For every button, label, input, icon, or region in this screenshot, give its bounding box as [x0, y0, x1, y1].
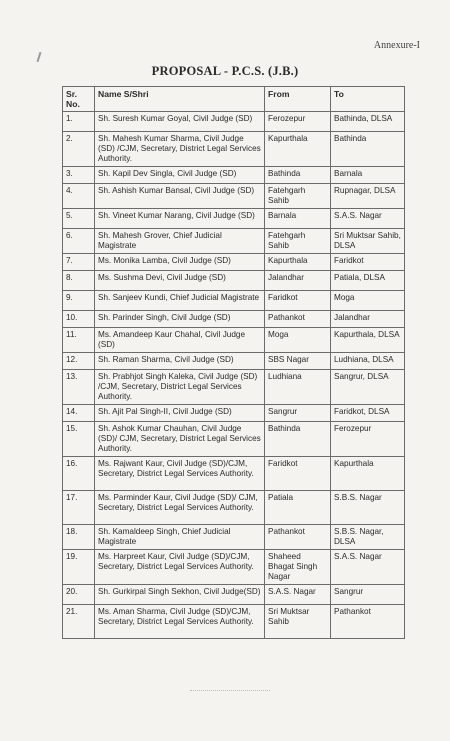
table-row: [63, 585, 405, 605]
cell-from: S.A.S. Nagar: [265, 585, 331, 605]
cell-to: Patiala, DLSA: [331, 271, 405, 291]
table-row: [63, 229, 405, 254]
header-name: Name S/Shri: [95, 87, 265, 112]
cell-name: Sh. Gurkirpal Singh Sekhon, Civil Judge(SD): [95, 585, 265, 605]
header-sr-no: Sr. No.: [63, 87, 95, 112]
cell-to: S.B.S. Nagar: [331, 491, 405, 525]
cell-to: Ludhiana, DLSA: [331, 353, 405, 370]
table-row: [63, 167, 405, 184]
cell-name: Sh. Kamaldeep Singh, Chief Judicial Magistrate: [95, 525, 265, 550]
cell-sr-no: 15.: [63, 422, 95, 457]
table-row: [63, 209, 405, 229]
cell-sr-no: 8.: [63, 271, 95, 291]
cell-from: Bathinda: [265, 167, 331, 184]
cell-from: Sri Muktsar Sahib: [265, 605, 331, 639]
cell-sr-no: 9.: [63, 291, 95, 311]
table-row: [63, 132, 405, 167]
cell-sr-no: 21.: [63, 605, 95, 639]
cell-sr-no: 12.: [63, 353, 95, 370]
table-row: [63, 328, 405, 353]
cell-to: Kapurthala, DLSA: [331, 328, 405, 353]
cell-to: Moga: [331, 291, 405, 311]
cell-to: Bathinda, DLSA: [331, 112, 405, 132]
cell-to: Faridkot, DLSA: [331, 405, 405, 422]
cell-name: Ms. Harpreet Kaur, Civil Judge (SD)/CJM, Secretary, District Legal Services Authority.: [95, 550, 265, 585]
cell-from: Faridkot: [265, 457, 331, 491]
cell-name: Sh. Mahesh Kumar Sharma, Civil Judge (SD) /CJM, Secretary, District Legal Services Authority.: [95, 132, 265, 167]
cell-to: Faridkot: [331, 254, 405, 271]
cell-name: Sh. Mahesh Grover, Chief Judicial Magistrate: [95, 229, 265, 254]
cell-sr-no: 18.: [63, 525, 95, 550]
table-row: [63, 271, 405, 291]
cell-from: Ludhiana: [265, 370, 331, 405]
cell-name: Ms. Parminder Kaur, Civil Judge (SD)/ CJM, Secretary, District Legal Services Authority.: [95, 491, 265, 525]
cell-to: Kapurthala: [331, 457, 405, 491]
cell-from: SBS Nagar: [265, 353, 331, 370]
table-row: [63, 291, 405, 311]
table-row: [63, 422, 405, 457]
cell-to: Sangrur: [331, 585, 405, 605]
cell-name: Sh. Kapil Dev Singla, Civil Judge (SD): [95, 167, 265, 184]
cell-sr-no: 4.: [63, 184, 95, 209]
cell-from: Moga: [265, 328, 331, 353]
cell-name: Sh. Ashish Kumar Bansal, Civil Judge (SD): [95, 184, 265, 209]
cell-sr-no: 2.: [63, 132, 95, 167]
cell-name: Ms. Monika Lamba, Civil Judge (SD): [95, 254, 265, 271]
cell-name: Sh. Ashok Kumar Chauhan, Civil Judge (SD)/ CJM, Secretary, District Legal Services Authority.: [95, 422, 265, 457]
table-row: [63, 254, 405, 271]
cell-name: Sh. Suresh Kumar Goyal, Civil Judge (SD): [95, 112, 265, 132]
table-row: [63, 353, 405, 370]
cell-from: Pathankot: [265, 311, 331, 328]
cell-to: Sangrur, DLSA: [331, 370, 405, 405]
cell-sr-no: 7.: [63, 254, 95, 271]
cell-to: S.A.S. Nagar: [331, 550, 405, 585]
scan-smudge: [190, 690, 270, 693]
table-row: [63, 550, 405, 585]
cell-sr-no: 5.: [63, 209, 95, 229]
proposal-table: [62, 86, 405, 639]
cell-to: Rupnagar, DLSA: [331, 184, 405, 209]
header-to: To: [331, 87, 405, 112]
header-from: From: [265, 87, 331, 112]
cell-to: S.A.S. Nagar: [331, 209, 405, 229]
cell-to: Sri Muktsar Sahib, DLSA: [331, 229, 405, 254]
cell-name: Sh. Vineet Kumar Narang, Civil Judge (SD): [95, 209, 265, 229]
table-row: [63, 525, 405, 550]
cell-to: Ferozepur: [331, 422, 405, 457]
cell-sr-no: 19.: [63, 550, 95, 585]
cell-name: Ms. Amandeep Kaur Chahal, Civil Judge (SD): [95, 328, 265, 353]
cell-name: Sh. Raman Sharma, Civil Judge (SD): [95, 353, 265, 370]
cell-from: Barnala: [265, 209, 331, 229]
table-row: [63, 184, 405, 209]
cell-sr-no: 3.: [63, 167, 95, 184]
cell-to: Jalandhar: [331, 311, 405, 328]
cell-name: Ms. Aman Sharma, Civil Judge (SD)/CJM, Secretary, District Legal Services Authority.: [95, 605, 265, 639]
cell-from: Fatehgarh Sahib: [265, 229, 331, 254]
cell-sr-no: 16.: [63, 457, 95, 491]
cell-from: Kapurthala: [265, 254, 331, 271]
table-row: [63, 457, 405, 491]
table-row: [63, 405, 405, 422]
cell-name: Sh. Sanjeev Kundi, Chief Judicial Magistrate: [95, 291, 265, 311]
cell-name: Sh. Prabhjot Singh Kaleka, Civil Judge (SD) /CJM, Secretary, District Legal Services Authority.: [95, 370, 265, 405]
cell-sr-no: 11.: [63, 328, 95, 353]
table-row: [63, 491, 405, 525]
cell-to: Bathinda: [331, 132, 405, 167]
cell-to: Pathankot: [331, 605, 405, 639]
cell-from: Faridkot: [265, 291, 331, 311]
table-row: [63, 605, 405, 639]
annexure-label: Annexure-I: [373, 40, 420, 51]
table-row: [63, 311, 405, 328]
cell-to: Barnala: [331, 167, 405, 184]
cell-sr-no: 1.: [63, 112, 95, 132]
cell-from: Shaheed Bhagat Singh Nagar: [265, 550, 331, 585]
cell-sr-no: 17.: [63, 491, 95, 525]
cell-name: Ms. Rajwant Kaur, Civil Judge (SD)/CJM, Secretary, District Legal Services Authority.: [95, 457, 265, 491]
cell-from: Ferozepur: [265, 112, 331, 132]
cell-sr-no: 6.: [63, 229, 95, 254]
table-row: [63, 370, 405, 405]
table-header-row: [63, 87, 405, 112]
table-row: [63, 112, 405, 132]
page-title: PROPOSAL - P.C.S. (J.B.): [151, 64, 299, 78]
cell-from: Pathankot: [265, 525, 331, 550]
cell-from: Sangrur: [265, 405, 331, 422]
cell-sr-no: 14.: [63, 405, 95, 422]
cell-from: Kapurthala: [265, 132, 331, 167]
cell-name: Sh. Parinder Singh, Civil Judge (SD): [95, 311, 265, 328]
cell-from: Fatehgarh Sahib: [265, 184, 331, 209]
cell-from: Bathinda: [265, 422, 331, 457]
cell-name: Ms. Sushma Devi, Civil Judge (SD): [95, 271, 265, 291]
pen-mark: [37, 52, 42, 62]
cell-from: Patiala: [265, 491, 331, 525]
cell-sr-no: 13.: [63, 370, 95, 405]
cell-sr-no: 20.: [63, 585, 95, 605]
cell-from: Jalandhar: [265, 271, 331, 291]
cell-name: Sh. Ajit Pal Singh-II, Civil Judge (SD): [95, 405, 265, 422]
cell-to: S.B.S. Nagar, DLSA: [331, 525, 405, 550]
cell-sr-no: 10.: [63, 311, 95, 328]
